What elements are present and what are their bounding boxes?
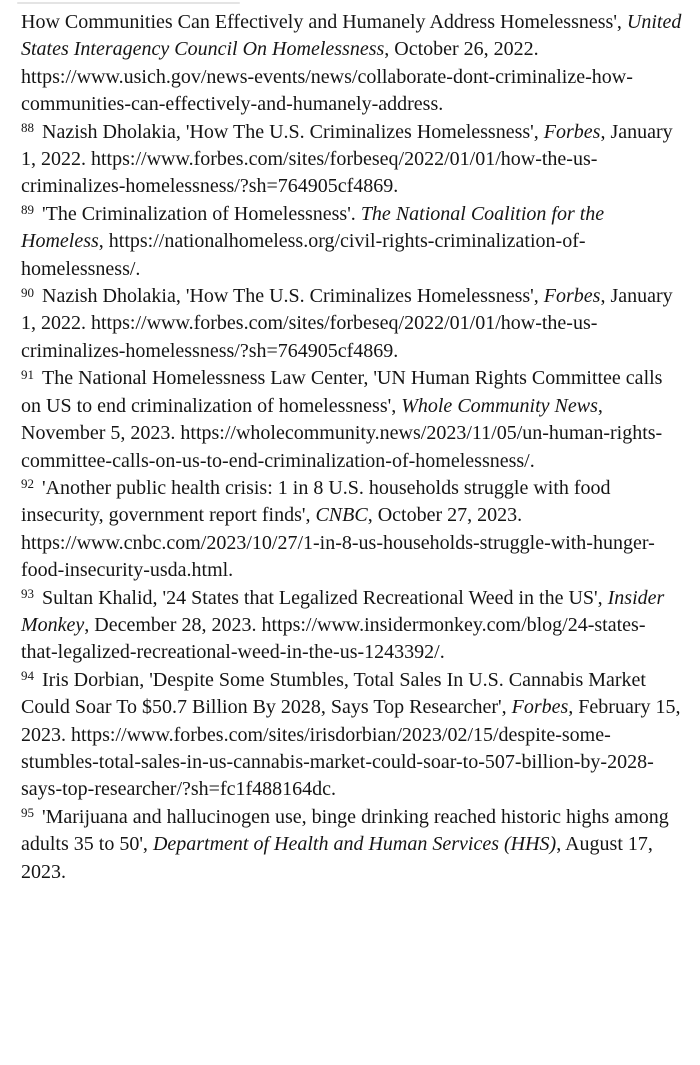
footnote-number: 90 <box>21 284 34 300</box>
citation-source-text: Insider Monkey <box>21 586 665 636</box>
footnote-89 <box>21 201 682 283</box>
citation-text: , August 17, 2023. <box>21 833 653 883</box>
citation-source-text: United States Interagency Council On Homelessness <box>21 11 682 61</box>
citation-text: , October 26, 2022. https://www.usich.gov/news-events/news/collaborate-dont-criminalize-how-communities-can-effectively-and-humanely-address. <box>21 38 633 116</box>
citation-text: February 15, 2023. https://www.forbes.com/sites/irisdorbian/2023/02/15/despite-some-stumbles-total-sales-in-us-cannabis-market-could-soar-to-507-billion-by-2028-says-top-researcher/?sh=fc1f488164dc. <box>21 696 681 801</box>
footnotes-list <box>21 9 682 886</box>
footnote-number: 92 <box>21 476 34 492</box>
citation-text: The National Homelessness Law Center, 'UN Human Rights Committee calls on US to end criminalization of homelessness', <box>21 367 663 417</box>
citation-source-text: CNBC <box>315 504 368 527</box>
citation-source-text: Forbes <box>543 120 601 143</box>
citation-text: , https://nationalhomeless.org/civil-rights-criminalization-of-homelessness/. <box>21 230 586 280</box>
citation-text: Iris Dorbian, 'Despite Some Stumbles, Total Sales In U.S. Cannabis Market Could Soar To $50.7 Billion By 2028, Says Top Researcher', <box>21 668 646 719</box>
citation-text: , January 1, 2022. https://www.forbes.com/sites/forbeseq/2022/01/01/how-the-us-criminalizes-homelessness/?sh=764905cf4869. <box>21 120 673 198</box>
citation-source-text: Whole Community News <box>401 394 598 417</box>
footnote-number: 88 <box>21 120 34 136</box>
footnote-continuation <box>21 9 682 119</box>
footnote-number: 91 <box>21 366 34 382</box>
footnote-88 <box>21 119 682 201</box>
footnote-number: 89 <box>21 202 34 218</box>
citation-source-text: Forbes <box>543 285 601 308</box>
footnote-93 <box>21 585 682 667</box>
footnote-95 <box>21 804 682 886</box>
citation-text: , October 27, 2023. https://www.cnbc.com/2023/10/27/1-in-8-us-households-struggle-with-hunger-food-insecurity-usda.html. <box>21 504 655 582</box>
citation-text: Nazish Dholakia, 'How The U.S. Criminalizes Homelessness', <box>42 285 544 308</box>
citation-text: , December 28, 2023. https://www.insidermonkey.com/blog/24-states-that-legalized-recreational-weed-in-the-us-1243392/. <box>21 613 646 664</box>
footnote-91 <box>21 365 682 475</box>
citation-text: Nazish Dholakia, 'How The U.S. Criminalizes Homelessness', <box>42 120 544 143</box>
citation-text: How Communities Can Effectively and Humanely Address Homelessness', <box>21 11 627 33</box>
separator-line <box>17 2 240 4</box>
footnote-94 <box>21 667 682 804</box>
footnote-92 <box>21 475 682 585</box>
citation-text: 'The Criminalization of Homelessness'. <box>42 202 361 225</box>
footnote-number: 94 <box>21 668 34 684</box>
citation-text: 'Another public health crisis: 1 in 8 U.S. households struggle with food insecurity, government report finds', <box>21 476 611 527</box>
citation-text: Sultan Khalid, '24 States that Legalized Recreational Weed in the US', <box>42 586 608 609</box>
footnote-number: 95 <box>21 805 34 821</box>
citation-text: 'Marijuana and hallucinogen use, binge drinking reached historic highs among adults 35 to 50', <box>21 805 669 856</box>
citation-text: , November 5, 2023. https://wholecommunity.news/2023/11/05/un-human-rights-committee-calls-on-us-to-end-criminalization-of-homelessness/. <box>21 394 663 472</box>
footnote-90 <box>21 283 682 365</box>
citation-source-text: The National Coalition for the Homeless <box>21 202 605 253</box>
citation-source-text: Department of Health and Human Services (HHS) <box>152 833 557 856</box>
citation-source-text: Forbes, <box>511 696 574 719</box>
footnote-number: 93 <box>21 586 34 602</box>
citation-text: , January 1, 2022. https://www.forbes.com/sites/forbeseq/2022/01/01/how-the-us-criminalizes-homelessness/?sh=764905cf4869. <box>21 285 673 362</box>
